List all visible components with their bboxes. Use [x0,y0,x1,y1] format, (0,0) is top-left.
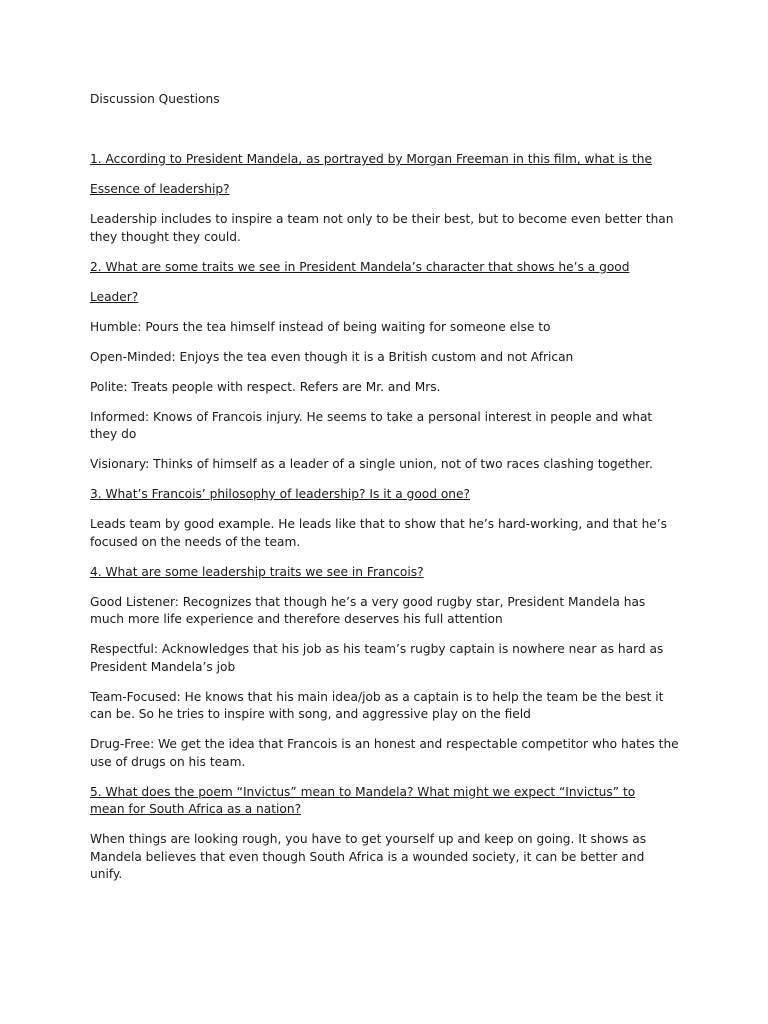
question-section-1 [90,151,690,246]
answer-1: Leadership includes to inspire a team not only to be their best, but to become even better than they thought they could. [90,212,674,244]
question-section-4 [90,564,690,772]
question-2-line-1: 2. What are some traits we see in President Mandela’s character that shows he’s a good [90,259,630,274]
answer-2-visionary: Visionary: Thinks of himself as a leader of a single union, not of two races clashing together. [90,457,653,471]
answer-2-open-minded: Open-Minded: Enjoys the tea even though it is a British custom and not African [90,349,574,364]
answer-4-respectful: Respectful: Acknowledges that his job as his team’s rugby captain is nowhere near as hard as President Mandela’s job [90,642,664,674]
question-2-line-2: Leader? [90,289,139,304]
question-1-line-2: Essence of leadership? [90,182,230,196]
answer-2-polite: Polite: Treats people with respect. Refers are Mr. and Mrs. [90,379,441,394]
answer-2-informed: Informed: Knows of Francois injury. He seems to take a personal interest in people and what they do [90,409,653,441]
page-title: Discussion Questions [90,92,220,106]
question-3-line-1: 3. What’s Francois’ philosophy of leadership? Is it a good one? [90,487,470,501]
answer-3: Leads team by good example. He leads like that to show that he’s hard-working, and that he’s focused on the needs of the team. [90,517,668,549]
question-section-5 [90,784,690,884]
answer-2-humble: Humble: Pours the tea himself instead of being waiting for someone else to [90,319,551,334]
question-4-line-1: 4. What are some leadership traits we see in Francois? [90,564,424,579]
question-section-3 [90,486,690,551]
document-body [90,151,690,896]
answer-4-good-listener: Good Listener: Recognizes that though he’s a very good rugby star, President Mandela has much more life experience and therefore deserves his full attention [90,594,646,626]
question-5-line-1: 5. What does the poem “Invictus” mean to Mandela? What might we expect “Invictus” to [90,784,636,799]
answer-4-team-focused: Team-Focused: He knows that his main idea/job as a captain is to help the team be the best it can be. So he tries to inspire with song, and aggressive play on the field [90,689,664,721]
answer-4-drug-free: Drug-Free: We get the idea that Francois is an honest and respectable competitor who hates the use of drugs on his team. [90,737,679,769]
question-1-line-1: 1. According to President Mandela, as portrayed by Morgan Freeman in this film, what is the [90,152,652,166]
question-5-line-2: mean for South Africa as a nation? [90,802,302,816]
question-section-2 [90,259,690,474]
answer-5: When things are looking rough, you have to get yourself up and keep on going. It shows as Mandela believes that even though South Africa is a wounded society, it can be better and unify. [90,832,647,881]
